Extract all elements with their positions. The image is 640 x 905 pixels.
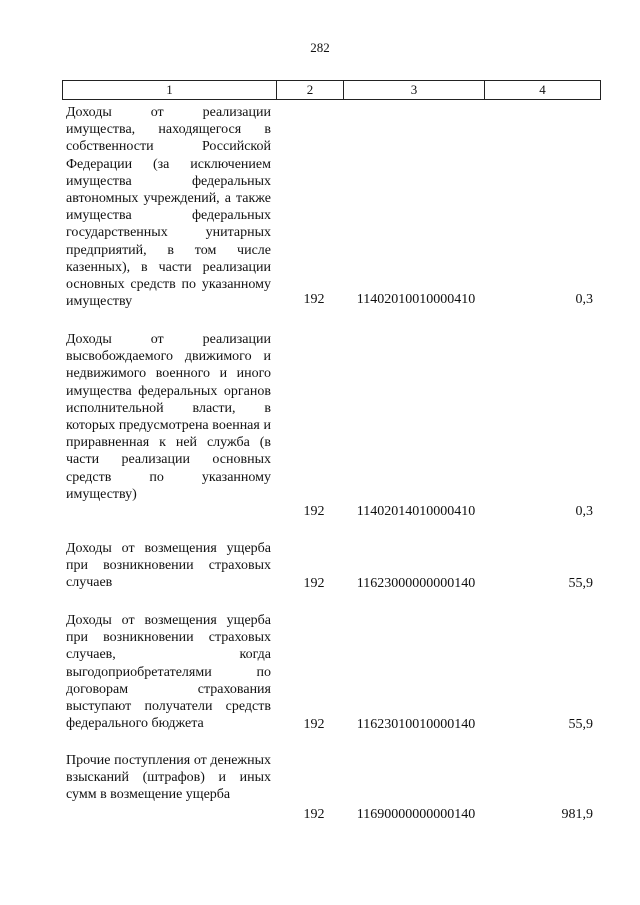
row-amount: 0,3 (575, 504, 593, 519)
table-header (62, 80, 601, 100)
row-admin-code: 192 (303, 504, 325, 519)
page-number: 282 (310, 40, 330, 55)
row-admin-code: 192 (303, 576, 325, 591)
table-row (66, 104, 601, 310)
row-amount: 55,9 (568, 717, 593, 732)
row-amount: 0,3 (575, 292, 593, 307)
row-description: Прочие поступления от денежных взысканий (штрафов) и иных сумм в возмещение ущерба (66, 753, 271, 803)
row-description: Доходы от реализации высвобождаемого движимого и недвижимого военного и иного имущества федеральных органов исполнительной власти, в которых предусмотрена военная и приравненная к ней служба (в части реализации основных средств по указанному имуществу) (66, 332, 271, 502)
row-description: Доходы от реализации имущества, находящегося в собственности Российской Федерации (за исключением имущества федеральных автономных учреждений, а также имущества федеральных государственных унитарных предприятий, в том числе казенных), в части реализации основных средств по указанному имуществу (66, 105, 271, 310)
header-col-4: 4 (484, 81, 600, 99)
row-kbk-code: 11402014010000410 (356, 504, 476, 519)
row-description: Доходы от возмещения ущерба при возникновении страховых случаев (66, 541, 271, 591)
table-row (66, 331, 601, 519)
header-col-2: 2 (276, 81, 343, 99)
row-amount: 981,9 (561, 807, 593, 822)
row-description: Доходы от возмещения ущерба при возникновении страховых случаев, когда выгодоприобретателями по договорам страхования выступают получатели средств федерального бюджета (66, 613, 271, 732)
row-kbk-code: 11623000000000140 (356, 576, 476, 591)
row-kbk-code: 11402010010000410 (356, 292, 476, 307)
row-kbk-code: 11623010010000140 (356, 717, 476, 732)
table-row (66, 612, 601, 732)
row-admin-code: 192 (303, 717, 325, 732)
row-admin-code: 192 (303, 807, 325, 822)
header-col-1: 1 (166, 82, 173, 97)
table-row (66, 540, 601, 592)
table-row (66, 752, 601, 822)
row-kbk-code: 11690000000000140 (356, 807, 476, 822)
header-col-3: 3 (343, 81, 484, 99)
row-amount: 55,9 (568, 576, 593, 591)
row-admin-code: 192 (303, 292, 325, 307)
